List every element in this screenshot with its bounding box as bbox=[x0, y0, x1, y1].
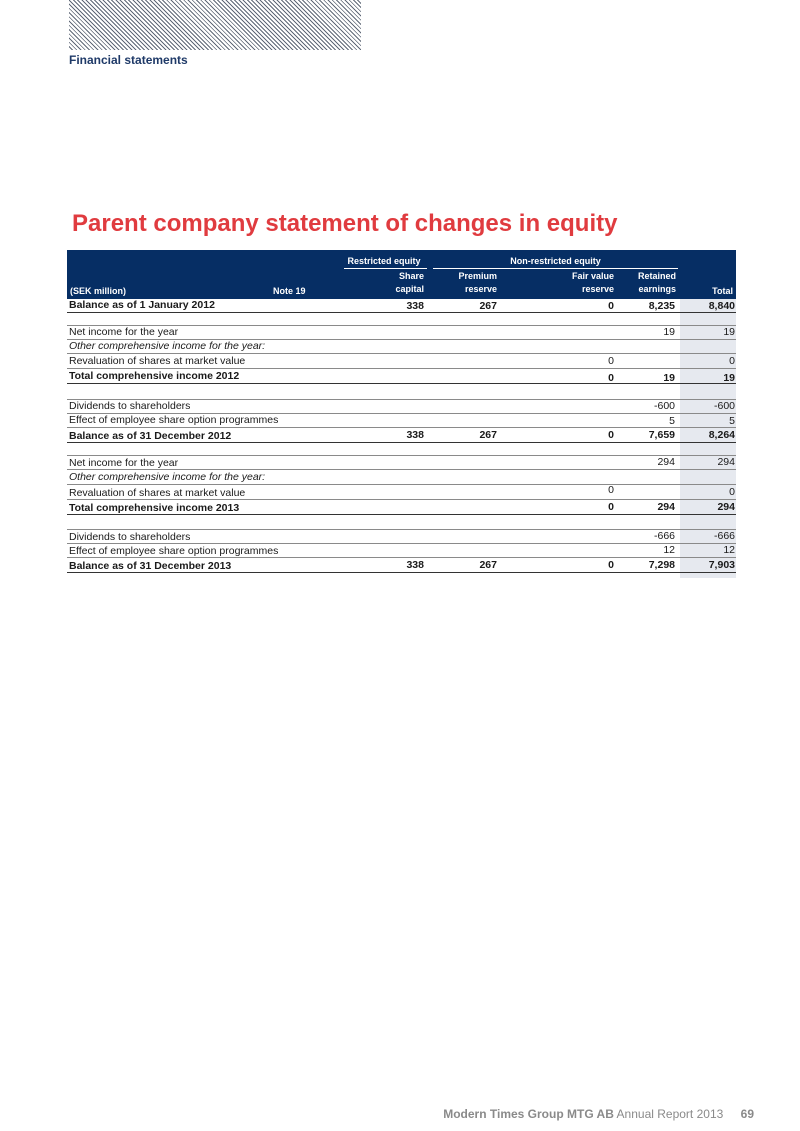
cell-total: 0 bbox=[729, 486, 735, 498]
cell-share-capital: 338 bbox=[406, 559, 424, 571]
row-label: Balance as of 31 December 2012 bbox=[69, 430, 232, 442]
cell-premium-reserve: 267 bbox=[479, 429, 497, 441]
row-label: Revaluation of shares at market value bbox=[69, 487, 246, 499]
col-share-capital-2: capital bbox=[395, 284, 424, 294]
col-premium-reserve-1: Premium bbox=[458, 271, 497, 281]
footer-report: Annual Report 2013 bbox=[616, 1107, 724, 1121]
cell-share-capital: 338 bbox=[406, 300, 424, 312]
cell-total: 8,840 bbox=[708, 300, 735, 312]
col-retained-earnings-2: earnings bbox=[638, 284, 676, 294]
page-footer bbox=[0, 1107, 754, 1121]
table-row bbox=[67, 370, 736, 384]
row-label: Balance as of 1 January 2012 bbox=[69, 299, 215, 311]
table-row bbox=[67, 486, 736, 500]
cell-total: 0 bbox=[729, 355, 735, 367]
col-fair-value-reserve-2: reserve bbox=[581, 284, 614, 294]
table-row bbox=[67, 429, 736, 443]
cell-fair-value-reserve: 0 bbox=[608, 559, 614, 571]
group-divider bbox=[433, 268, 678, 269]
col-total: Total bbox=[712, 286, 733, 296]
cell-total: 7,903 bbox=[708, 559, 735, 571]
table-row bbox=[67, 325, 736, 340]
row-label: Dividends to shareholders bbox=[69, 531, 191, 543]
table-row bbox=[67, 529, 736, 544]
group-restricted-equity: Restricted equity bbox=[347, 256, 421, 266]
section-label: Financial statements bbox=[69, 53, 188, 67]
col-fair-value-reserve-1: Fair value bbox=[571, 271, 614, 281]
row-label: Balance as of 31 December 2013 bbox=[69, 560, 232, 572]
cell-total: 19 bbox=[723, 326, 735, 338]
page-number: 69 bbox=[740, 1107, 754, 1121]
cell-retained-earnings: -666 bbox=[653, 530, 675, 542]
cell-total: -666 bbox=[713, 530, 735, 542]
table-row bbox=[67, 501, 736, 515]
cell-retained-earnings: 5 bbox=[669, 415, 675, 427]
row-label: Other comprehensive income for the year: bbox=[69, 471, 266, 483]
col-premium-reserve-2: reserve bbox=[464, 284, 497, 294]
cell-retained-earnings: -600 bbox=[653, 400, 675, 412]
cell-fair-value-reserve: 0 bbox=[608, 355, 614, 367]
table-row bbox=[67, 340, 736, 354]
cell-fair-value-reserve: 0 bbox=[608, 372, 614, 384]
table-row bbox=[67, 414, 736, 428]
unit-label: (SEK million) bbox=[70, 286, 126, 296]
row-label: Other comprehensive income for the year: bbox=[69, 340, 266, 352]
cell-retained-earnings: 19 bbox=[663, 326, 675, 338]
cell-total: 5 bbox=[729, 415, 735, 427]
cell-retained-earnings: 294 bbox=[657, 501, 675, 513]
footer-company: Modern Times Group MTG AB bbox=[443, 1107, 614, 1121]
cell-retained-earnings: 12 bbox=[663, 544, 675, 556]
row-label: Total comprehensive income 2012 bbox=[69, 370, 240, 382]
cell-total: 12 bbox=[723, 544, 735, 556]
cell-total: 294 bbox=[717, 501, 735, 513]
table-row bbox=[67, 299, 736, 313]
table-header bbox=[67, 250, 736, 299]
row-label: Effect of employee share option programmes bbox=[69, 545, 279, 557]
cell-retained-earnings: 294 bbox=[657, 456, 675, 468]
table-row bbox=[67, 355, 736, 369]
decorative-hatch-pattern bbox=[69, 0, 361, 50]
cell-premium-reserve: 267 bbox=[479, 300, 497, 312]
col-share-capital-1: Share bbox=[398, 271, 424, 281]
row-label: Dividends to shareholders bbox=[69, 400, 191, 412]
group-divider bbox=[344, 268, 427, 269]
note-reference: Note 19 bbox=[273, 286, 306, 296]
row-label: Total comprehensive income 2013 bbox=[69, 502, 240, 514]
cell-premium-reserve: 267 bbox=[479, 559, 497, 571]
cell-share-capital: 338 bbox=[406, 429, 424, 441]
table-row bbox=[67, 544, 736, 558]
cell-fair-value-reserve: 0 bbox=[608, 501, 614, 513]
col-retained-earnings-1: Retained bbox=[637, 271, 676, 281]
page-title: Parent company statement of changes in equity bbox=[72, 210, 618, 237]
cell-retained-earnings: 8,235 bbox=[648, 300, 675, 312]
cell-fair-value-reserve: 0 bbox=[608, 300, 614, 312]
cell-total: 294 bbox=[717, 456, 735, 468]
row-label: Net income for the year bbox=[69, 326, 179, 338]
cell-total: -600 bbox=[713, 400, 735, 412]
cell-total: 19 bbox=[723, 372, 735, 384]
cell-retained-earnings: 7,298 bbox=[648, 559, 675, 571]
cell-retained-earnings: 7,659 bbox=[648, 429, 675, 441]
table-row bbox=[67, 559, 736, 573]
cell-fair-value-reserve: 0 bbox=[608, 429, 614, 441]
cell-total: 8,264 bbox=[708, 429, 735, 441]
table-row bbox=[67, 455, 736, 470]
row-label: Net income for the year bbox=[69, 457, 179, 469]
row-label: Effect of employee share option programmes bbox=[69, 414, 279, 426]
cell-retained-earnings: 19 bbox=[663, 372, 675, 384]
table-row bbox=[67, 471, 736, 485]
cell-fair-value-reserve: 0 bbox=[608, 484, 614, 496]
group-nonrestricted-equity: Non-restricted equity bbox=[510, 256, 601, 266]
row-label: Revaluation of shares at market value bbox=[69, 355, 246, 367]
table-row bbox=[67, 399, 736, 414]
